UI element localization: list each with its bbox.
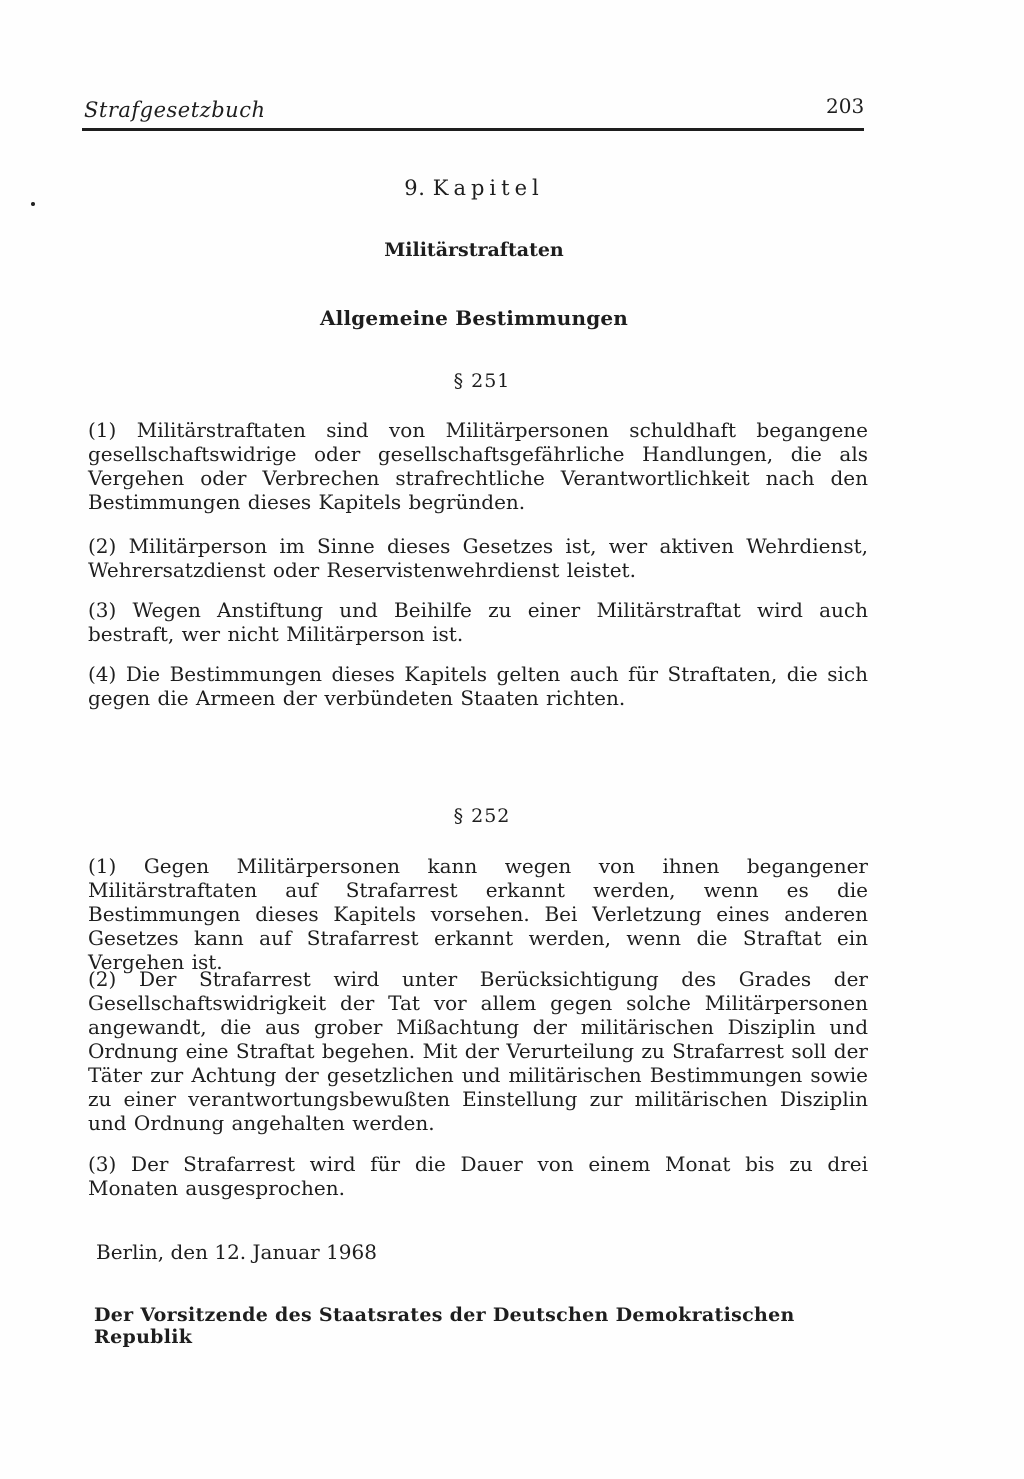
chapter-heading xyxy=(84,176,864,200)
paragraph-252-clause-3: (3) Der Strafarrest wird für die Dauer von einem Monat bis zu drei Monaten ausgesprochen. xyxy=(88,1152,868,1200)
print-speck xyxy=(31,202,35,206)
paragraph-251-clause-4: (4) Die Bestimmungen dieses Kapitels gelten auch für Straftaten, die sich gegen die Armeen der verbündeten Staaten richten. xyxy=(88,662,868,710)
section-title: Allgemeine Bestimmungen xyxy=(319,306,629,330)
signature-line: Der Vorsitzende des Staatsrates der Deutschen Demokratischen Republik xyxy=(94,1304,795,1348)
paragraph-251-clause-3: (3) Wegen Anstiftung und Beihilfe zu einer Militärstraftat wird auch bestraft, wer nicht Militärperson ist. xyxy=(88,598,868,646)
paragraph-252-clause-1: (1) Gegen Militärpersonen kann wegen von ihnen begangener Militärstraftaten auf Strafarrest erkannt werden, wenn es die Bestimmungen dieses Kapitels vorsehen. Bei Verletzung eines anderen Gesetzes kann auf Strafarrest erkannt werden, wenn die Straftat ein Vergehen ist. xyxy=(88,854,868,974)
running-title: Strafgesetzbuch xyxy=(84,98,266,122)
page-number: 203 xyxy=(826,94,865,118)
chapter-number: 9. xyxy=(404,176,426,200)
paragraph-heading-252: § 252 xyxy=(453,805,511,827)
chapter-label: Kapitel xyxy=(432,176,544,200)
date-line: Berlin, den 12. Januar 1968 xyxy=(96,1240,377,1264)
paragraph-heading-251: § 251 xyxy=(453,370,511,392)
paragraph-252-clause-2: (2) Der Strafarrest wird unter Berücksichtigung des Grades der Gesellschaftswidrigkeit der Tat vor allem gegen solche Militärpersonen angewandt, die aus grober Mißachtung der militärischen Disziplin und Ordnung eine Straftat begehen. Mit der Verurteilung zu Strafarrest soll der Täter zur Achtung der gesetzlichen und militärischen Bestimmungen sowie zu einer verantwortungsbewußten Einstellung zur militärischen Disziplin und Ordnung angehalten werden. xyxy=(88,967,868,1135)
paragraph-251-clause-2: (2) Militärperson im Sinne dieses Gesetzes ist, wer aktiven Wehrdienst, Wehrersatzdienst oder Reservistenwehrdienst leistet. xyxy=(88,534,868,582)
chapter-title: Militärstraftaten xyxy=(384,239,564,261)
header-rule xyxy=(82,128,864,131)
paragraph-251-clause-1: (1) Militärstraftaten sind von Militärpersonen schuldhaft begangene gesellschaftswidrige oder gesellschaftsgefährliche Handlungen, die als Vergehen oder Verbrechen strafrechtliche Verantwortlichkeit nach den Bestimmungen dieses Kapitels begründen. xyxy=(88,418,868,514)
